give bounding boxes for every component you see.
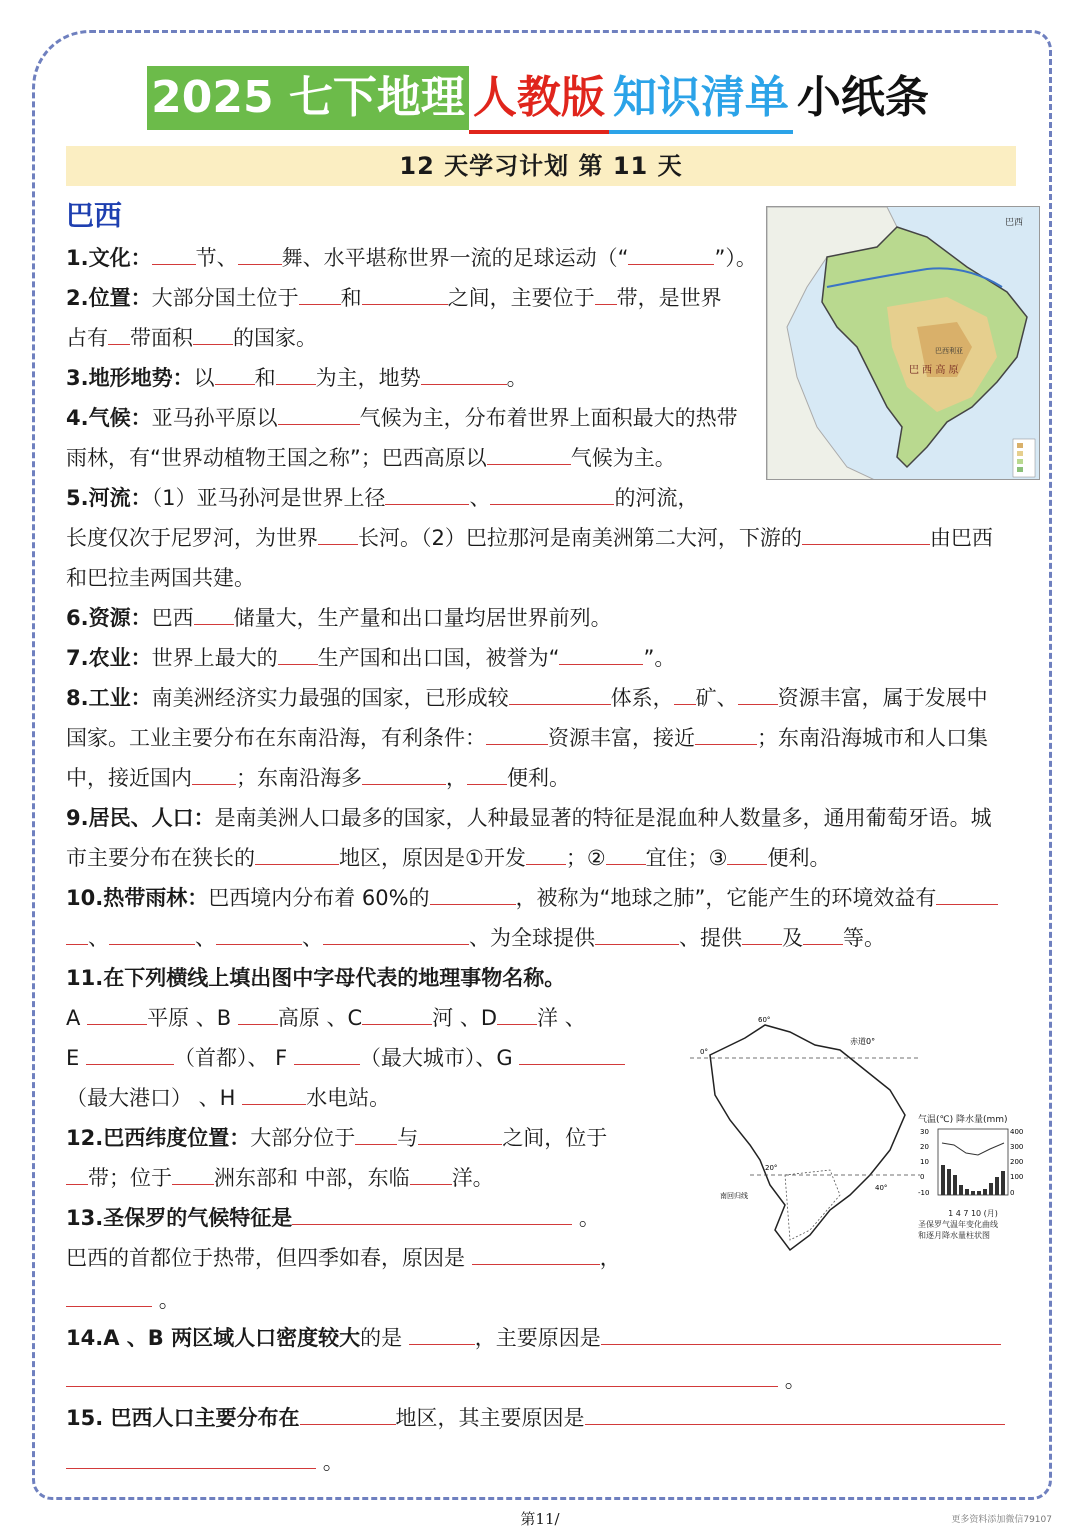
q15-blank-1[interactable]	[300, 1402, 396, 1425]
q2-text-g: 的国家。	[233, 326, 317, 350]
q10-text-i: 等。	[843, 926, 885, 950]
question-9-line-2	[66, 838, 830, 878]
q11-text-i: （最大港口） 、H	[66, 1086, 236, 1110]
q10-label: 10.热带雨林：	[66, 886, 209, 910]
q10-blank-4[interactable]	[109, 922, 195, 945]
brazil-outline-drawing	[690, 1010, 920, 1260]
q13-text-c: ，	[599, 1246, 621, 1270]
q11-text-j: 水电站。	[306, 1086, 391, 1110]
q3-text-a: 以	[193, 366, 215, 390]
q12-blank-3[interactable]	[66, 1162, 88, 1185]
q14-blank-3[interactable]	[66, 1364, 778, 1387]
map1-city: 巴西利亚	[935, 347, 963, 355]
question-13-line-3	[66, 1280, 180, 1320]
q15-blank-3[interactable]	[66, 1446, 316, 1469]
climate-left-tick-1: 20	[920, 1143, 929, 1151]
q9-blank-4[interactable]	[727, 842, 767, 865]
question-15-line-2	[66, 1442, 344, 1482]
question-5-line-1	[66, 478, 698, 518]
q5-blank-3[interactable]	[318, 522, 358, 545]
map1-label: 巴西	[1005, 218, 1024, 228]
q8-blank-4[interactable]	[486, 722, 548, 745]
q8-text-i: ；东南沿海多	[236, 766, 362, 790]
q12-blank-2[interactable]	[418, 1122, 502, 1145]
question-13-line-1	[66, 1198, 600, 1238]
q4-text-d: 气候为主。	[570, 446, 676, 470]
study-plan-banner: 12 天学习计划 第 11 天	[66, 146, 1016, 186]
page-title	[0, 66, 1080, 134]
q11-text-d: 河 、D	[432, 1006, 498, 1030]
q11-blank-c[interactable]	[362, 1002, 432, 1025]
q10-blank-2[interactable]	[936, 882, 998, 905]
q5-blank-1[interactable]	[385, 482, 469, 505]
q2-text-a: 大部分国土位于	[151, 286, 299, 310]
q11-blank-h[interactable]	[242, 1082, 306, 1105]
q8-blank-2[interactable]	[674, 682, 696, 705]
q12-blank-4[interactable]	[172, 1162, 214, 1185]
q13-text-d: 。	[158, 1288, 180, 1312]
page-number: 第11/	[520, 1510, 560, 1528]
map1-plateau: 巴 西 高 原	[909, 365, 959, 376]
question-12-line-2	[66, 1158, 494, 1198]
q8-label: 8.工业：	[66, 686, 152, 710]
q3-text-d: 。	[506, 366, 528, 390]
q3-blank-2[interactable]	[276, 362, 316, 385]
q6-text-b: 储量大，生产量和出口量均居世界前列。	[233, 606, 612, 630]
q7-text-b: 生产国和出口国，被誉为“	[317, 646, 560, 670]
question-10-line-1	[66, 878, 998, 918]
q1-text-b: 舞、水平堪称世界一流的足球运动（“	[281, 246, 629, 270]
climate-left-tick-0: 30	[920, 1128, 929, 1136]
q3-blank-3[interactable]	[421, 362, 507, 385]
question-3	[66, 358, 528, 398]
map2-tropic-label: 南回归线	[720, 1192, 748, 1200]
question-4-line-1	[66, 398, 738, 438]
q3-text-b: 和	[254, 366, 276, 390]
q2-text-c: 之间，主要位于	[447, 286, 595, 310]
q8-blank-7[interactable]	[362, 762, 446, 785]
climate-months: 1 4 7 10 (月)	[948, 1209, 998, 1218]
q9-text-c: 地区，原因是①开发	[339, 846, 526, 870]
question-5-line-2	[66, 518, 993, 558]
q10-text-b: ，被称为“地球之肺”，它能产生的环境效益有	[515, 886, 937, 910]
q2-blank-4[interactable]	[108, 322, 130, 345]
question-6	[66, 598, 612, 638]
q2-blank-2[interactable]	[362, 282, 448, 305]
q12-blank-5[interactable]	[410, 1162, 452, 1185]
q10-text-c: 、	[88, 926, 109, 950]
q14-label: 14.A 、B 两区域人口密度较大	[66, 1326, 361, 1350]
climate-right-tick-1: 300	[1010, 1143, 1024, 1151]
q12-text-d: 带；位于	[88, 1166, 172, 1190]
question-5-line-3	[66, 558, 255, 598]
question-2-line-1	[66, 278, 722, 318]
climate-left-tick-4: -10	[918, 1189, 930, 1197]
q8-text-k: 便利。	[507, 766, 570, 790]
q12-text-f: 洋。	[451, 1166, 494, 1190]
q8-text-a: 南美洲经济实力最强的国家，已形成较	[151, 686, 509, 710]
q13-blank-1[interactable]	[292, 1202, 572, 1225]
q8-blank-5[interactable]	[695, 722, 757, 745]
q4-blank-1[interactable]	[278, 402, 360, 425]
climate-left-tick-3: 0	[920, 1173, 925, 1181]
q10-text-a: 巴西境内分布着 60%的	[208, 886, 430, 910]
title-part-note: 小纸条	[796, 72, 929, 123]
question-10-line-2	[66, 918, 885, 958]
q6-text-a: 巴西	[151, 606, 194, 630]
q13-blank-2[interactable]	[472, 1242, 600, 1265]
question-8-line-2	[66, 718, 988, 758]
sao-paulo-climate-chart	[918, 1112, 1028, 1252]
brazil-topographic-map	[766, 206, 1040, 480]
q10-blank-7[interactable]	[595, 922, 679, 945]
q9-text-e: 宜住；③	[645, 846, 728, 870]
q11-text-f: E	[66, 1046, 80, 1070]
q9-text-f: 便利。	[767, 846, 831, 870]
q7-text-c: ”。	[643, 646, 676, 670]
climate-right-tick-4: 0	[1010, 1189, 1015, 1197]
q10-blank-1[interactable]	[430, 882, 516, 905]
map2-lon60-label: 60°	[758, 1016, 771, 1024]
q1-blank-1[interactable]	[152, 242, 196, 265]
q12-text-b: 与	[397, 1126, 419, 1150]
question-11-line-2	[66, 1038, 625, 1078]
q10-blank-6[interactable]	[323, 922, 469, 945]
q14-text-c: 。	[784, 1368, 806, 1392]
q5-text-a: （1）亚马孙河是世界上径	[151, 486, 386, 510]
q4-text-c: 雨林，有“世界动植物王国之称”；巴西高原以	[66, 446, 487, 470]
q1-label: 1.文化：	[66, 246, 152, 270]
q10-text-h: 及	[782, 926, 803, 950]
map2-lat20-label: 20°	[765, 1164, 778, 1172]
q10-text-f: 、为全球提供	[469, 926, 595, 950]
q11-text-b: 平原 、B	[147, 1006, 232, 1030]
title-part-year: 2025 七下地理	[147, 66, 469, 130]
q12-text-c: 之间，位于	[502, 1126, 608, 1150]
q10-blank-5[interactable]	[216, 922, 302, 945]
climate-caption-2: 和逐月降水量柱状图	[918, 1231, 990, 1240]
climate-caption-1: 圣保罗气温年变化曲线	[918, 1220, 998, 1229]
q6-label: 6.资源：	[66, 606, 152, 630]
q2-label: 2.位置：	[66, 286, 152, 310]
question-1	[66, 238, 757, 278]
climate-precip-bars	[941, 1165, 1005, 1195]
section-title: 巴西	[66, 199, 123, 232]
q15-text-a: 地区，其主要原因是	[395, 1406, 585, 1430]
q4-text-a: 亚马孙平原以	[151, 406, 278, 430]
question-8-line-1	[66, 678, 988, 718]
climate-chart-drawing	[918, 1125, 1028, 1205]
q2-blank-3[interactable]	[595, 282, 617, 305]
question-11-prompt	[66, 958, 565, 998]
map2-equator-label: 赤道0°	[850, 1037, 876, 1046]
q11-text-e: 洋 、	[537, 1006, 586, 1030]
q13-blank-3[interactable]	[66, 1284, 152, 1307]
q15-text-b: 。	[322, 1450, 344, 1474]
q12-blank-1[interactable]	[355, 1122, 397, 1145]
question-11-line-3	[66, 1078, 390, 1118]
q9-blank-3[interactable]	[606, 842, 646, 865]
q1-text-a: 节、	[195, 246, 238, 270]
q12-text-a: 大部分位于	[250, 1126, 356, 1150]
q9-text-b: 市主要分布在狭长的	[66, 846, 255, 870]
question-4-line-2	[66, 438, 676, 478]
q5-text-e: 长河。（2）巴拉那河是南美洲第二大河，下游的	[358, 526, 802, 550]
q8-text-e: 国家。工业主要分布在东南沿海，有利条件：	[66, 726, 486, 750]
q8-text-j: ，	[446, 766, 467, 790]
q10-blank-3[interactable]	[66, 922, 88, 945]
q5-text-f: 由巴西	[929, 526, 993, 550]
q1-blank-3[interactable]	[628, 242, 714, 265]
q2-text-e: 占有	[66, 326, 108, 350]
q11-text-a: A	[66, 1006, 81, 1030]
q13-text-a: 。	[578, 1206, 600, 1230]
q12-label: 12.巴西纬度位置：	[66, 1126, 251, 1150]
brazil-resource-map	[690, 1010, 920, 1260]
q14-blank-1[interactable]	[409, 1322, 475, 1345]
q14-text-b: ，主要原因是	[474, 1326, 601, 1350]
q9-label: 9.居民、人口：	[66, 806, 215, 830]
title-part-checklist: 知识清单	[609, 66, 793, 134]
q9-blank-1[interactable]	[255, 842, 339, 865]
q7-text-a: 世界上最大的	[151, 646, 278, 670]
q5-blank-4[interactable]	[802, 522, 930, 545]
q5-text-c: 的河流，	[614, 486, 699, 510]
q10-blank-8[interactable]	[742, 922, 782, 945]
question-14-line-2	[66, 1360, 806, 1400]
climate-right-tick-3: 100	[1010, 1173, 1024, 1181]
climate-right-tick-2: 200	[1010, 1158, 1024, 1166]
question-9-line-1	[66, 798, 992, 838]
q8-text-c: 矿、	[695, 686, 738, 710]
q4-blank-2[interactable]	[487, 442, 571, 465]
q14-blank-2[interactable]	[601, 1322, 1001, 1345]
q2-blank-1[interactable]	[299, 282, 341, 305]
q10-blank-9[interactable]	[803, 922, 843, 945]
q11-text-g: （首都）、 F	[173, 1046, 288, 1070]
climate-right-tick-0: 400	[1010, 1128, 1024, 1136]
footer-note: 更多资料添加微信79107	[951, 1515, 1052, 1525]
q15-label: 15. 巴西人口主要分布在	[66, 1406, 300, 1430]
q7-label: 7.农业：	[66, 646, 152, 670]
question-8-line-3	[66, 758, 570, 798]
q12-text-e: 洲东部和 中部，东临	[214, 1166, 410, 1190]
q11-text-c: 高原 、C	[277, 1006, 363, 1030]
question-13-line-2	[66, 1238, 621, 1278]
q7-blank-2[interactable]	[559, 642, 643, 665]
q5-text-b: 、	[469, 486, 491, 510]
q8-blank-8[interactable]	[467, 762, 507, 785]
q5-text-d: 长度仅次于尼罗河，为世界	[66, 526, 318, 550]
climate-header: 气温(℃) 降水量(mm)	[918, 1115, 1008, 1125]
climate-temp-line	[942, 1143, 1004, 1155]
q2-text-d: 带，是世界	[616, 286, 722, 310]
q11-blank-d[interactable]	[497, 1002, 537, 1025]
q4-text-b: 气候为主，分布着世界上面积最大的热带	[359, 406, 738, 430]
q9-text-d: ；②	[565, 846, 606, 870]
q10-text-e: 、	[302, 926, 323, 950]
question-7	[66, 638, 675, 678]
q1-text-c: ”）。	[714, 246, 757, 270]
question-14-line-1	[66, 1318, 1001, 1358]
q2-text-f: 带面积	[130, 326, 193, 350]
q6-blank-1[interactable]	[194, 602, 234, 625]
climate-left-tick-2: 10	[920, 1158, 929, 1166]
q5-text-g: 和巴拉圭两国共建。	[66, 566, 255, 590]
q5-blank-2[interactable]	[490, 482, 614, 505]
q2-text-b: 和	[340, 286, 362, 310]
q11-blank-e[interactable]	[86, 1042, 174, 1065]
question-15-line-1	[66, 1398, 1005, 1438]
q8-blank-1[interactable]	[509, 682, 611, 705]
q1-blank-2[interactable]	[238, 242, 282, 265]
q8-blank-6[interactable]	[192, 762, 236, 785]
question-2-line-2	[66, 318, 317, 358]
q11-text-h: （最大城市）、G	[359, 1046, 513, 1070]
q10-text-d: 、	[195, 926, 216, 950]
q9-blank-2[interactable]	[526, 842, 566, 865]
q13-label: 13.圣保罗的气候特征是	[66, 1206, 293, 1230]
q3-blank-1[interactable]	[215, 362, 255, 385]
brazil-map-drawing	[767, 207, 1040, 480]
q9-text-a: 是南美洲人口最多的国家，人种最显著的特征是混血种人数量多，通用葡萄牙语。城	[214, 806, 992, 830]
q13-text-b: 巴西的首都位于热带，但四季如春，原因是	[66, 1246, 465, 1270]
q10-text-g: 、提供	[679, 926, 742, 950]
q2-blank-5[interactable]	[193, 322, 233, 345]
map2-lon40-label: 40°	[875, 1184, 888, 1192]
q11-blank-f[interactable]	[294, 1042, 360, 1065]
q4-label: 4.气候：	[66, 406, 152, 430]
q8-text-d: 资源丰富，属于发展中	[777, 686, 988, 710]
q3-label: 3.地形地势：	[66, 366, 194, 390]
q8-blank-3[interactable]	[738, 682, 778, 705]
title-part-edition: 人教版	[469, 66, 609, 134]
q11-label: 11.在下列横线上填出图中字母代表的地理事物名称。	[66, 966, 566, 990]
q8-text-h: 中，接近国内	[66, 766, 192, 790]
q11-blank-a[interactable]	[87, 1002, 147, 1025]
question-11-line-1	[66, 998, 586, 1038]
q8-text-f: 资源丰富，接近	[548, 726, 695, 750]
q3-text-c: 为主，地势	[315, 366, 421, 390]
question-12-line-1	[66, 1118, 607, 1158]
map2-lat0-label: 0°	[700, 1048, 708, 1056]
q11-blank-b[interactable]	[238, 1002, 278, 1025]
q14-text-a: 的是	[360, 1326, 403, 1350]
q15-blank-2[interactable]	[585, 1402, 1005, 1425]
q8-text-g: ；东南沿海城市和人口集	[757, 726, 988, 750]
q5-label: 5.河流：	[66, 486, 152, 510]
q11-blank-g[interactable]	[519, 1042, 625, 1065]
q7-blank-1[interactable]	[278, 642, 318, 665]
q8-text-b: 体系，	[610, 686, 674, 710]
